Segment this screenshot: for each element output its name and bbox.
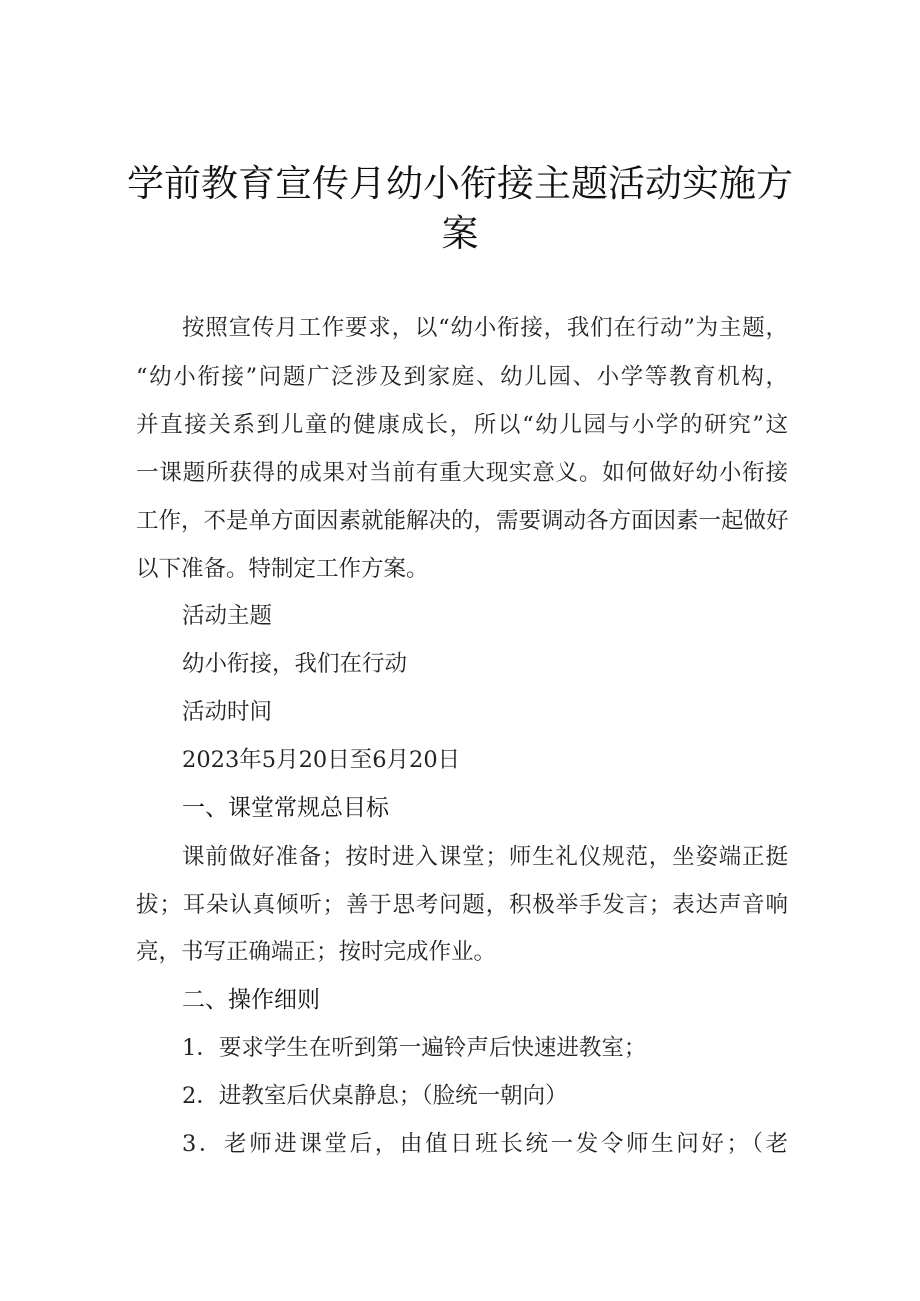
- section-2-heading: 二、操作细则: [182, 987, 320, 1013]
- time-label: 活动时间: [182, 699, 273, 725]
- section-1-line: 亮，书写正确端正；按时完成作业。: [136, 939, 497, 965]
- theme-label: 活动主题: [182, 603, 273, 629]
- section-2-item: 3．老师进课堂后，由值日班长统一发令师生问好；（老: [182, 1131, 788, 1157]
- document-title-line-2: 案: [441, 212, 479, 255]
- section-1-line: 课前做好准备；按时进入课堂；师生礼仪规范，坐姿端正挺: [182, 844, 788, 870]
- intro-paragraph-line: 按照宣传月工作要求，以“幼小衔接，我们在行动”为主题，: [182, 315, 788, 341]
- theme-value: 幼小衔接，我们在行动: [182, 651, 408, 677]
- time-value: 2023年5月20日至6月20日: [182, 747, 461, 773]
- section-2-item: 2．进教室后伏桌静息；（脸统一朝向）: [182, 1083, 568, 1109]
- intro-paragraph-line: “幼小衔接”问题广泛涉及到家庭、幼儿园、小学等教育机构，: [136, 364, 788, 390]
- section-1-line: 拔；耳朵认真倾听；善于思考问题，积极举手发言；表达声音响: [136, 892, 788, 918]
- section-2-item: 1．要求学生在听到第一遍铃声后快速进教室；: [182, 1035, 647, 1061]
- intro-paragraph-line: 一课题所获得的成果对当前有重大现实意义。如何做好幼小衔接: [136, 460, 788, 486]
- intro-paragraph-line: 并直接关系到儿童的健康成长，所以“幼儿园与小学的研究”这: [136, 412, 788, 438]
- intro-paragraph-line: 工作，不是单方面因素就能解决的，需要调动各方面因素一起做好: [136, 508, 789, 534]
- section-1-heading: 一、课堂常规总目标: [182, 795, 389, 821]
- intro-paragraph-line: 以下准备。特制定工作方案。: [136, 556, 429, 582]
- document-title-line-1: 学前教育宣传月幼小衔接主题活动实施方: [127, 162, 793, 205]
